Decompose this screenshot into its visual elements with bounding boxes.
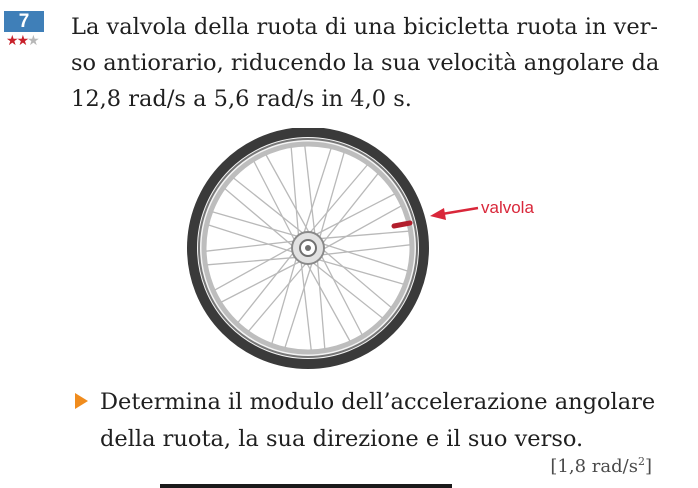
task-line: della ruota, la sua direzione e il suo verso.: [100, 426, 584, 452]
star-empty-icon: ★: [27, 33, 38, 49]
valve-label: valvola: [481, 198, 534, 217]
star-filled-icon: ★: [6, 33, 17, 49]
answer: [1,8 rad/$s^2$]: [550, 455, 652, 477]
valve: [394, 223, 410, 226]
problem-text: [71, 9, 671, 117]
bottom-rule: [160, 484, 452, 488]
task-text: [100, 384, 680, 458]
difficulty-stars: [6, 34, 38, 48]
problem-line: so antiorario, riducendo la sua velocità angolare da: [71, 50, 660, 76]
problem-line: 12,8 rad/s a 5,6 rad/s in 4,0 s.: [71, 86, 412, 112]
problem-line: La valvola della ruota di una bicicletta ruota in ver-: [71, 14, 659, 40]
answer-unit: rad/s: [591, 456, 638, 477]
bicycle-wheel-figure: [180, 128, 580, 378]
answer-value: 1,8: [557, 456, 587, 477]
task-bullet-arrow-icon: [75, 393, 88, 409]
star-filled-icon: ★: [16, 33, 28, 49]
hub-center: [305, 245, 311, 251]
valve-pointer-arrow: [430, 208, 478, 220]
answer-exponent: 2: [637, 455, 645, 468]
bicycle-wheel: [192, 132, 424, 364]
exercise-number-badge: 7: [4, 11, 44, 32]
task-line: Determina il modulo dell’accelerazione angolare: [100, 389, 656, 415]
